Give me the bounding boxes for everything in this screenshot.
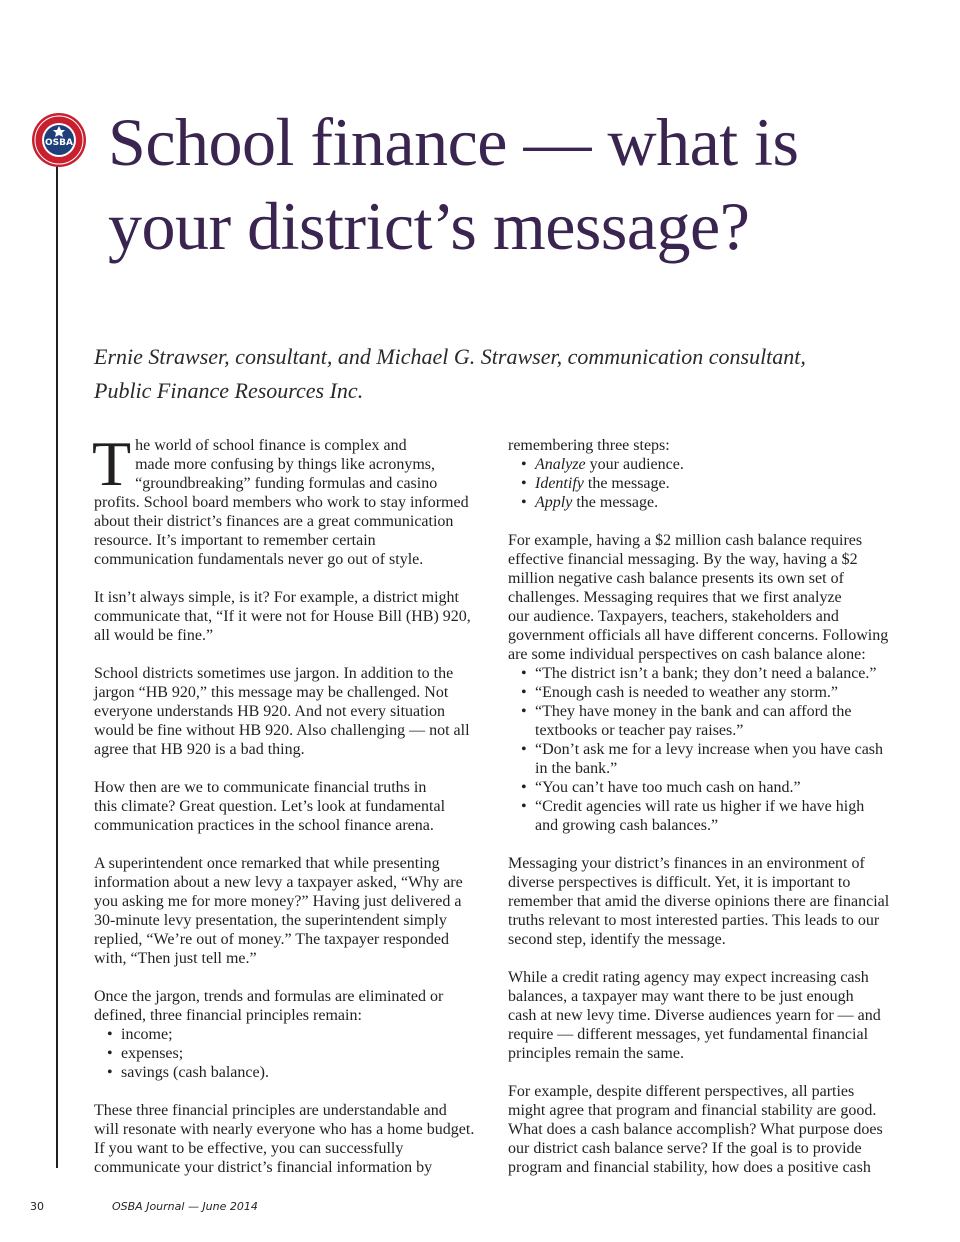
paragraph <box>94 854 494 968</box>
bullet-icon: • <box>521 475 527 492</box>
text-line: defined, three financial principles remain: <box>94 1007 362 1024</box>
paragraph <box>94 588 494 645</box>
article-title <box>108 100 888 268</box>
byline-line-2: Public Finance Resources Inc. <box>94 378 364 403</box>
text-line: with, “Then just tell me.” <box>94 950 257 967</box>
list-item: • income; <box>107 1026 173 1043</box>
page-number: 30 <box>30 1200 44 1213</box>
text-line: replied, “We’re out of money.” The taxpayer responded <box>94 931 450 948</box>
text-line: information about a new levy a taxpayer asked, “Why are <box>94 874 463 891</box>
list-item: • Analyze your audience. <box>521 456 684 473</box>
paragraph <box>508 968 908 1063</box>
text-line: communication practices in the school finance arena. <box>94 817 434 834</box>
paragraph <box>508 436 908 512</box>
seal-text: OSBA <box>45 138 73 148</box>
text-line: he world of school finance is complex and <box>135 437 407 454</box>
text-line: cash at new levy time. Diverse audiences yearn for — and <box>508 1007 881 1024</box>
list-item: • “They have money in the bank and can afford the <box>521 703 852 720</box>
list-item-continuation: textbooks or teacher pay raises.” <box>535 722 744 739</box>
list-item-continuation: in the bank.” <box>535 760 618 777</box>
text-line: For example, despite different perspectives, all parties <box>508 1083 855 1100</box>
paragraph <box>508 1082 908 1177</box>
list-item: • “Credit agencies will rate us higher if we have high <box>521 798 865 815</box>
paragraph <box>94 664 494 759</box>
bullet-icon: • <box>107 1045 113 1062</box>
left-column <box>92 428 494 1196</box>
bullet-icon: • <box>521 741 527 758</box>
paragraph <box>94 1101 494 1177</box>
list-item: • “Enough cash is needed to weather any storm.” <box>521 684 839 701</box>
text-line: you asking me for more money?” Having just delivered a <box>94 893 462 910</box>
list-item: • Apply the message. <box>521 494 659 511</box>
text-line: communicate your district’s financial information by <box>94 1159 433 1176</box>
text-line: made more confusing by things like acronyms, <box>135 456 436 473</box>
bullet-icon: • <box>521 494 527 511</box>
bullet-icon: • <box>521 684 527 701</box>
text-line: If you want to be effective, you can successfully <box>94 1140 404 1157</box>
list-item: • “You can’t have too much cash on hand.” <box>521 779 801 796</box>
bullet-icon: • <box>521 665 527 682</box>
text-line: These three financial principles are understandable and <box>94 1102 447 1119</box>
text-line: Once the jargon, trends and formulas are eliminated or <box>94 988 444 1005</box>
text-line: School districts sometimes use jargon. In addition to the <box>94 665 454 682</box>
text-line: principles remain the same. <box>508 1045 684 1062</box>
list-item: • savings (cash balance). <box>107 1064 269 1081</box>
text-line: this climate? Great question. Let’s look at fundamental <box>94 798 446 815</box>
text-line: second step, identify the message. <box>508 931 726 948</box>
title-line-2: your district’s message? <box>108 188 750 264</box>
text-line: It isn’t always simple, is it? For example, a district might <box>94 589 459 606</box>
text-line: communication fundamentals never go out of style. <box>94 551 424 568</box>
text-line: remember that amid the diverse opinions there are financial <box>508 893 890 910</box>
byline <box>94 340 924 408</box>
text-line: million negative cash balance presents its own set of <box>508 570 844 587</box>
text-line: resource. It’s important to remember certain <box>94 532 376 549</box>
text-line: remembering three steps: <box>508 437 670 454</box>
text-line: challenges. Messaging requires that we first analyze <box>508 589 842 606</box>
text-line: For example, having a $2 million cash balance requires <box>508 532 863 549</box>
paragraph <box>94 987 494 1082</box>
text-line: would be fine without HB 920. Also challenging — not all <box>94 722 470 739</box>
text-line: While a credit rating agency may expect increasing cash <box>508 969 869 986</box>
osba-seal-logo <box>31 112 87 168</box>
bullet-icon: • <box>521 798 527 815</box>
list-item: • Identify the message. <box>521 475 670 492</box>
byline-line-1: Ernie Strawser, consultant, and Michael G. Strawser, communication consultant, <box>94 344 806 369</box>
text-line: truths relevant to most interested parties. This leads to our <box>508 912 880 929</box>
paragraph-intro <box>92 428 494 569</box>
text-line: agree that HB 920 is a bad thing. <box>94 741 305 758</box>
text-line: diverse perspectives is difficult. Yet, it is important to <box>508 874 851 891</box>
text-line: 30-minute levy presentation, the superintendent simply <box>94 912 447 929</box>
list-item-continuation: and growing cash balances.” <box>535 817 719 834</box>
text-line: How then are we to communicate financial truths in <box>94 779 427 796</box>
bullet-icon: • <box>107 1064 113 1081</box>
text-line: all would be fine.” <box>94 627 214 644</box>
bullet-icon: • <box>521 779 527 796</box>
list-item: • “The district isn’t a bank; they don’t need a balance.” <box>521 665 877 682</box>
text-line: require — different messages, yet fundamental financial <box>508 1026 869 1043</box>
text-line: “groundbreaking” funding formulas and casino <box>135 475 438 492</box>
list-item: • expenses; <box>107 1045 184 1062</box>
bullet-icon: • <box>521 703 527 720</box>
right-column <box>508 436 908 1196</box>
text-line: profits. School board members who work to stay informed <box>94 494 469 511</box>
drop-cap: T <box>92 428 132 499</box>
text-line: effective financial messaging. By the way, having a $2 <box>508 551 858 568</box>
text-line: What does a cash balance accomplish? What purpose does <box>508 1121 883 1138</box>
text-line: government officials all have different concerns. Following <box>508 627 889 644</box>
bullet-icon: • <box>521 456 527 473</box>
vertical-rule <box>56 152 58 1168</box>
list-item: • “Don’t ask me for a levy increase when you have cash <box>521 741 884 758</box>
text-line: balances, a taxpayer may want there to be just enough <box>508 988 854 1005</box>
text-line: jargon “HB 920,” this message may be challenged. Not <box>94 684 449 701</box>
paragraph <box>508 531 908 835</box>
text-line: will resonate with nearly everyone who has a home budget. <box>94 1121 475 1138</box>
paragraph <box>508 854 908 949</box>
text-line: program and financial stability, how does a positive cash <box>508 1159 871 1176</box>
journal-footer: OSBA Journal — June 2014 <box>112 1200 258 1213</box>
text-line: our audience. Taxpayers, teachers, stakeholders and <box>508 608 839 625</box>
bullet-icon: • <box>107 1026 113 1043</box>
text-line: about their district’s finances are a great communication <box>94 513 454 530</box>
text-line: A superintendent once remarked that while presenting <box>94 855 440 872</box>
text-line: communicate that, “If it were not for House Bill (HB) 920, <box>94 608 471 625</box>
text-line: are some individual perspectives on cash balance alone: <box>508 646 866 663</box>
text-line: everyone understands HB 920. And not every situation <box>94 703 446 720</box>
paragraph <box>94 778 494 835</box>
text-line: Messaging your district’s finances in an environment of <box>508 855 865 872</box>
title-line-1: School finance — what is <box>108 104 799 180</box>
text-line: might agree that program and financial stability are good. <box>508 1102 877 1119</box>
text-line: our district cash balance serve? If the goal is to provide <box>508 1140 862 1157</box>
